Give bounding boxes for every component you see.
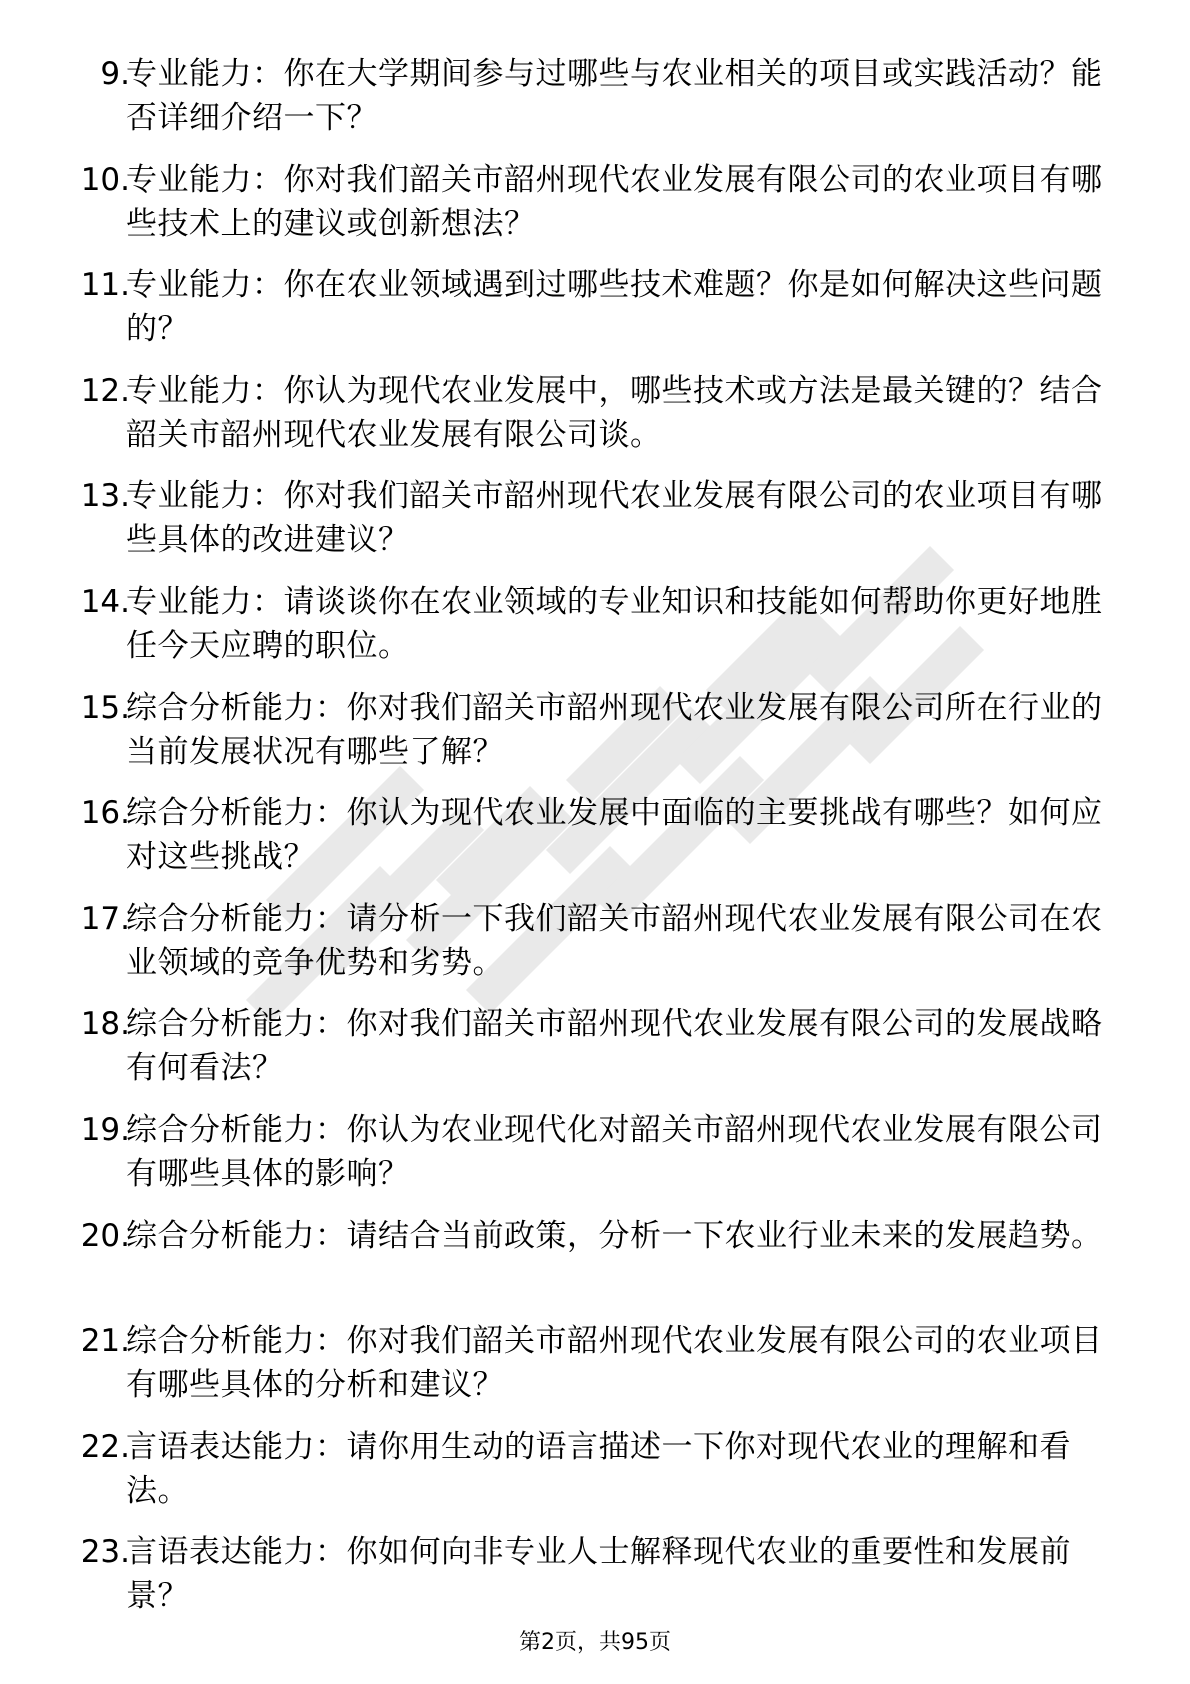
list-item xyxy=(0,1425,1190,1531)
question-text: 言语表达能力：请你用生动的语言描述一下你对现代农业的理解和看法。 xyxy=(126,1428,1071,1509)
question-text: 专业能力：你在大学期间参与过哪些与农业相关的项目或实践活动？能否详细介绍一下？ xyxy=(126,56,1103,136)
list-item xyxy=(0,52,1190,158)
question-text: 综合分析能力：你认为农业现代化对韶关市韶州现代农业发展有限公司有哪些具体的影响？ xyxy=(126,1111,1103,1192)
list-item xyxy=(0,1214,1190,1320)
question-number: 9. xyxy=(100,56,130,92)
list-item xyxy=(0,1108,1190,1214)
question-number: 22. xyxy=(80,1428,130,1465)
question-number: 16. xyxy=(80,795,130,832)
question-text: 专业能力：你对我们韶关市韶州现代农业发展有限公司的农业项目有哪些具体的改进建议？ xyxy=(126,478,1103,559)
question-text: 综合分析能力：请结合当前政策，分析一下农业行业未来的发展趋势。 xyxy=(126,1217,1103,1254)
question-number: 15. xyxy=(80,689,130,726)
question-number: 18. xyxy=(80,1006,130,1043)
list-item xyxy=(0,263,1190,369)
question-number: 14. xyxy=(80,583,130,620)
question-number: 20. xyxy=(80,1217,130,1254)
question-number: 10. xyxy=(80,161,130,198)
question-text: 专业能力：请谈谈你在农业领域的专业知识和技能如何帮助你更好地胜任今天应聘的职位。 xyxy=(126,583,1103,664)
question-number: 13. xyxy=(80,478,130,515)
page-footer: 第2页，共95页 xyxy=(519,1630,671,1655)
question-text: 综合分析能力：你对我们韶关市韶州现代农业发展有限公司的发展战略有何看法？ xyxy=(126,1006,1103,1087)
question-number: 23. xyxy=(80,1534,130,1571)
list-item xyxy=(0,1530,1190,1636)
question-text: 综合分析能力：你认为现代农业发展中面临的主要挑战有哪些？如何应对这些挑战？ xyxy=(126,795,1103,876)
question-number: 12. xyxy=(80,372,130,409)
question-text: 专业能力：你在农业领域遇到过哪些技术难题？你是如何解决这些问题的？ xyxy=(126,267,1103,348)
list-item xyxy=(0,158,1190,264)
list-item xyxy=(0,897,1190,1003)
question-list xyxy=(0,52,1190,1636)
question-text: 言语表达能力：你如何向非专业人士解释现代农业的重要性和发展前景？ xyxy=(126,1534,1071,1615)
question-text: 综合分析能力：请分析一下我们韶关市韶州现代农业发展有限公司在农业领域的竞争优势和劣势。 xyxy=(126,900,1103,981)
question-number: 11. xyxy=(80,267,130,304)
question-text: 专业能力：你认为现代农业发展中，哪些技术或方法是最关键的？结合韶关市韶州现代农业发展有限公司谈。 xyxy=(126,372,1103,453)
list-item xyxy=(0,791,1190,897)
question-number: 19. xyxy=(80,1111,130,1148)
question-number: 21. xyxy=(80,1323,130,1360)
list-item xyxy=(0,369,1190,475)
question-text: 专业能力：你对我们韶关市韶州现代农业发展有限公司的农业项目有哪些技术上的建议或创新想法？ xyxy=(126,161,1103,242)
question-text: 综合分析能力：你对我们韶关市韶州现代农业发展有限公司所在行业的当前发展状况有哪些了解？ xyxy=(126,689,1103,770)
list-item xyxy=(0,1319,1190,1425)
list-item xyxy=(0,474,1190,580)
question-number: 17. xyxy=(80,900,130,937)
list-item xyxy=(0,686,1190,792)
question-text: 综合分析能力：你对我们韶关市韶州现代农业发展有限公司的农业项目有哪些具体的分析和建议？ xyxy=(126,1323,1103,1404)
list-item xyxy=(0,580,1190,686)
list-item xyxy=(0,1002,1190,1108)
